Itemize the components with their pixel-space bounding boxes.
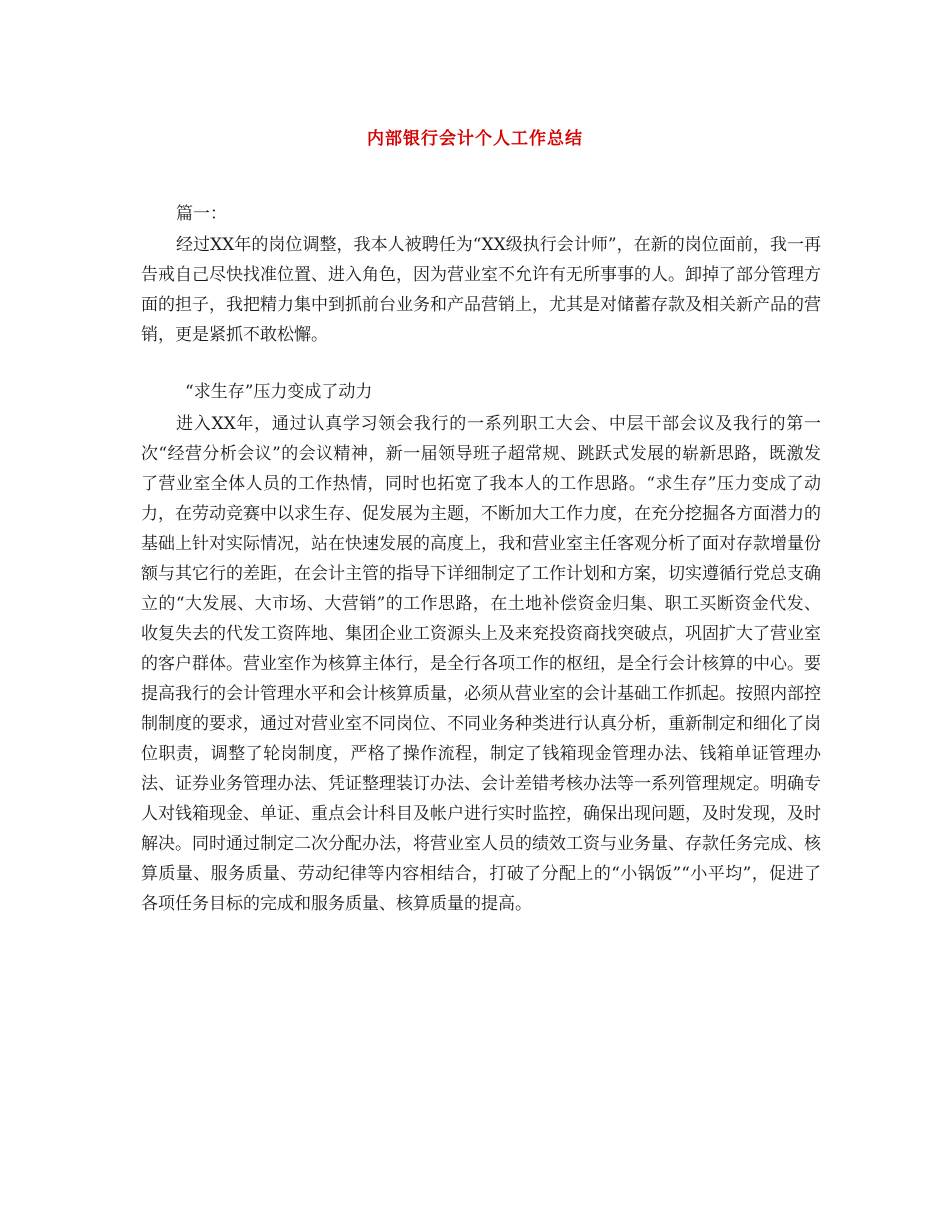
paragraph-2-block [141,409,821,919]
document-title: 内部银行会计个人工作总结 [367,129,583,149]
paragraph-2: 进入XX年，通过认真学习领会我行的一系列职工大会、中层干部会议及我行的第一次“经营分析会议”的会议精神，新一届领导班子超常规、跳跃式发展的崭新思路，既激发了营业室全体人员的工作热情，同时也拓宽了我本人的工作思路。“求生存”压力变成了动力，在劳动竞赛中以求生存、促发展为主题，不断加大工作力度，在充分挖掘各方面潜力的基础上针对实际情况，站在快速发展的高度上，我和营业室主任客观分析了面对存款增量份额与其它行的差距，在会计主管的指导下详细制定了工作计划和方案，切实遵循行党总支确立的“大发展、大市场、大营销”的工作思路，在土地补偿资金归集、职工买断资金代发、收复失去的代发工资阵地、集团企业工资源头上及来兖投资商找突破点，巩固扩大了营业室的客户群体。营业室作为核算主体行，是全行各项工作的枢纽，是全行会计核算的中心。要提高我行的会计管理水平和会计核算质量，必须从营业室的会计基础工作抓起。按照内部控制制度的要求，通过对营业室不同岗位、不同业务种类进行认真分析，重新制定和细化了岗位职责，调整了轮岗制度，严格了操作流程，制定了钱箱现金管理办法、钱箱单证管理办法、证券业务管理办法、凭证整理装订办法、会计差错考核办法等一系列管理规定。明确专人对钱箱现金、单证、重点会计科目及帐户进行实时监控，确保出现问题，及时发现，及时解决。同时通过制定二次分配办法，将营业室人员的绩效工资与业务量、存款任务完成、核算质量、服务质量、劳动纪律等内容相结合，打破了分配上的“小锅饭”“小平均”，促进了各项任务目标的完成和服务质量、核算质量的提高。 [141,414,821,914]
paragraph-1-block [141,230,821,350]
section-label: 篇一： [176,204,227,224]
paragraph-1: 经过XX年的岗位调整，我本人被聘任为“XX级执行会计师”，在新的岗位面前，我一再告戒自己尽快找准位置、进入角色，因为营业室不允许有无所事事的人。卸掉了部分管理方面的担子，我把精力集中到抓前台业务和产品营销上，尤其是对储蓄存款及相关新产品的营销，更是紧抓不敢松懈。 [141,235,821,345]
subheading: “求生存”压力变成了动力 [185,382,373,402]
